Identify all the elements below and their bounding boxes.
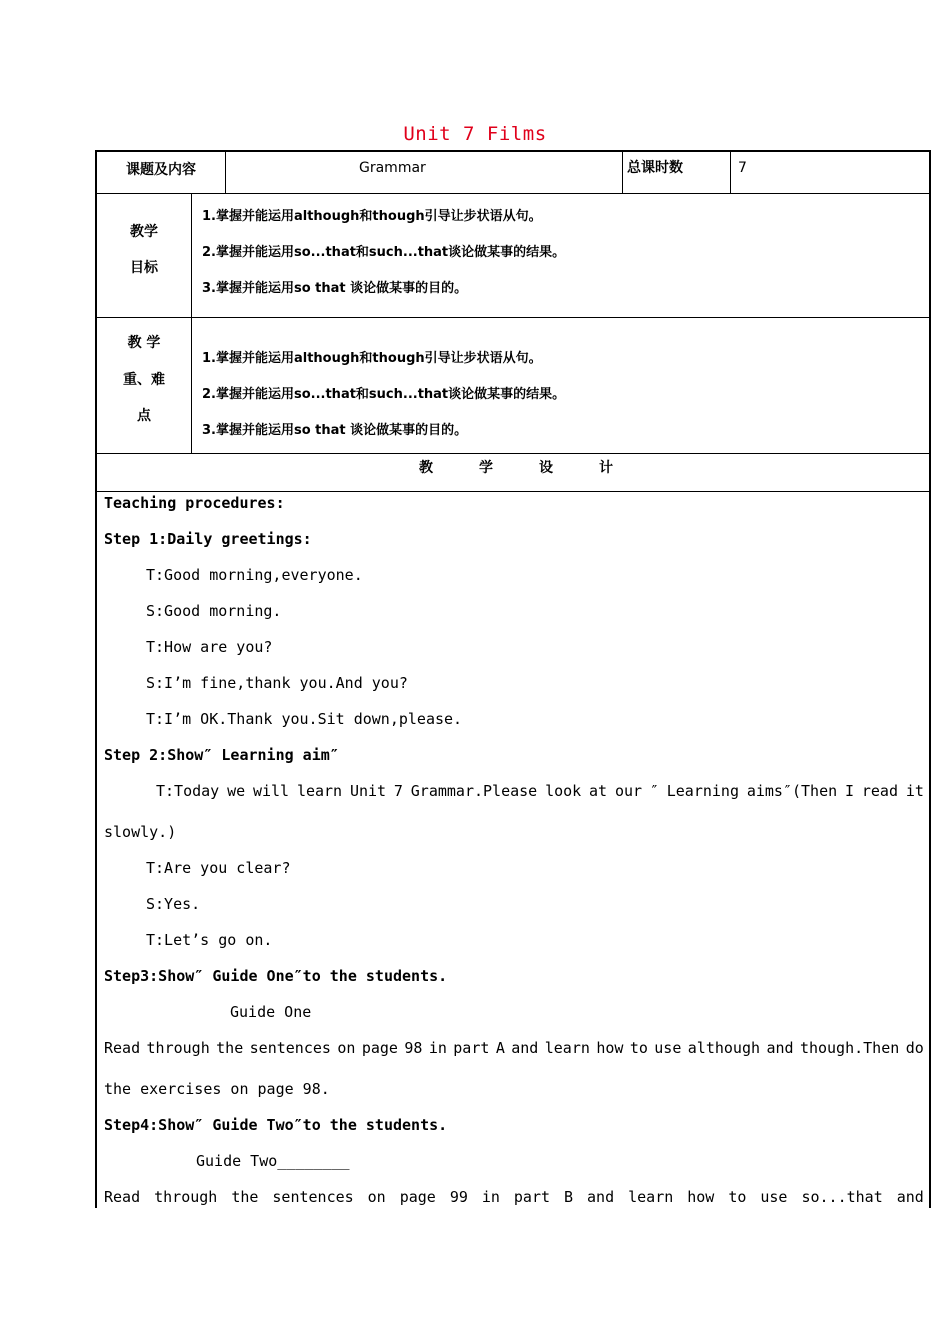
word: so...that: [801, 1188, 883, 1206]
dialog-line: S:Good morning.: [146, 602, 282, 620]
step-2-paragraph-end: slowly.): [104, 823, 177, 841]
dialog-line: S:Yes.: [146, 895, 201, 913]
dialog-line: S:I’m fine,thank you.And you?: [146, 674, 408, 692]
objectives-label-2: 目标: [130, 260, 158, 276]
guide-two-paragraph-line: [104, 1188, 924, 1206]
step-2-paragraph-line: [156, 782, 924, 800]
word: use: [760, 1188, 788, 1206]
word: I: [845, 782, 855, 800]
document-title: Unit 7 Films: [403, 123, 547, 145]
word: do: [905, 1039, 924, 1057]
word: although: [687, 1039, 761, 1057]
guide-one-paragraph-line: [104, 1039, 924, 1057]
keypoint-item: 1.掌握并能运用although和though引导让步状语从句。: [202, 351, 542, 366]
word: T:Today: [156, 782, 220, 800]
word: on: [337, 1039, 356, 1057]
word: learn: [296, 782, 343, 800]
word: Grammar.Please: [410, 782, 538, 800]
word: ″: [649, 782, 659, 800]
word: B: [564, 1188, 574, 1206]
row-divider: [97, 491, 929, 492]
word: though.Then: [799, 1039, 900, 1057]
word: the: [231, 1188, 259, 1206]
dialog-line: T:Are you clear?: [146, 859, 291, 877]
topic-value: Grammar: [359, 160, 426, 176]
dialog-line: T:How are you?: [146, 638, 273, 656]
word: our: [614, 782, 643, 800]
keypoints-label-3: 点: [137, 408, 151, 424]
objective-item: 3.掌握并能运用so that 谈论做某事的目的。: [202, 281, 468, 296]
word: 7: [393, 782, 403, 800]
word: aims″(Then: [746, 782, 838, 800]
word: sentences: [249, 1039, 331, 1057]
dialog-line: T:I’m OK.Thank you.Sit down,please.: [146, 710, 463, 728]
word: at: [589, 782, 608, 800]
row-divider: [97, 317, 929, 318]
word: through: [154, 1188, 218, 1206]
word: Unit: [349, 782, 387, 800]
objective-item: 2.掌握并能运用so...that和such...that谈论做某事的结果。: [202, 245, 566, 260]
word: A: [495, 1039, 505, 1057]
col-divider: [622, 152, 623, 193]
dialog-line: T:Good morning,everyone.: [146, 566, 363, 584]
word: learn: [628, 1188, 674, 1206]
step-4-heading: Step4:Show″ Guide Two″to the students.: [104, 1116, 448, 1134]
objective-item: 1.掌握并能运用although和though引导让步状语从句。: [202, 209, 542, 224]
word: to: [629, 1039, 648, 1057]
design-heading-char: 计: [599, 460, 613, 476]
word: the: [216, 1039, 244, 1057]
word: Learning: [666, 782, 739, 800]
word: look: [545, 782, 582, 800]
word: 99: [449, 1188, 468, 1206]
word: how: [687, 1188, 715, 1206]
guide-one-paragraph-end: the exercises on page 98.: [104, 1080, 330, 1098]
word: in: [428, 1039, 447, 1057]
word: use: [654, 1039, 682, 1057]
design-heading-char: 设: [539, 460, 553, 476]
word: part: [513, 1188, 551, 1206]
keypoint-item: 2.掌握并能运用so...that和such...that谈论做某事的结果。: [202, 387, 566, 402]
procedures-heading: Teaching procedures:: [104, 494, 285, 512]
row-divider: [97, 193, 929, 194]
keypoints-label-2: 重、难: [123, 372, 165, 388]
word: learn: [544, 1039, 590, 1057]
design-heading-char: 学: [479, 460, 493, 476]
word: we: [227, 782, 246, 800]
col-divider: [730, 152, 731, 193]
word: will: [252, 782, 290, 800]
word: Read: [104, 1188, 141, 1206]
word: on: [367, 1188, 386, 1206]
row-divider: [97, 453, 929, 454]
topic-label: 课题及内容: [126, 162, 196, 178]
word: and: [766, 1039, 794, 1057]
word: page: [399, 1188, 436, 1206]
hours-value: 7: [738, 160, 747, 176]
word: Read: [104, 1039, 141, 1057]
word: sentences: [272, 1188, 354, 1206]
col-divider: [225, 152, 226, 193]
word: how: [596, 1039, 624, 1057]
dialog-line: T:Let’s go on.: [146, 931, 273, 949]
step-1-heading: Step 1:Daily greetings:: [104, 530, 312, 548]
word: through: [146, 1039, 210, 1057]
objectives-label-1: 教学: [130, 224, 158, 240]
design-heading-char: 教: [419, 460, 433, 476]
keypoint-item: 3.掌握并能运用so that 谈论做某事的目的。: [202, 423, 468, 438]
word: it: [905, 782, 924, 800]
word: read: [861, 782, 898, 800]
keypoints-label-1: 教 学: [127, 335, 161, 351]
col-divider: [191, 193, 192, 453]
hours-label: 总课时数: [627, 160, 683, 176]
step-2-heading: Step 2:Show″ Learning aim″: [104, 746, 339, 764]
word: 98: [404, 1039, 423, 1057]
word: and: [896, 1188, 924, 1206]
guide-two-title: Guide Two________: [196, 1152, 350, 1170]
step-3-heading: Step3:Show″ Guide One″to the students.: [104, 967, 448, 985]
word: part: [453, 1039, 490, 1057]
guide-one-title: Guide One: [230, 1003, 312, 1021]
word: in: [481, 1188, 500, 1206]
word: to: [728, 1188, 747, 1206]
word: and: [511, 1039, 539, 1057]
word: and: [587, 1188, 615, 1206]
word: page: [361, 1039, 398, 1057]
